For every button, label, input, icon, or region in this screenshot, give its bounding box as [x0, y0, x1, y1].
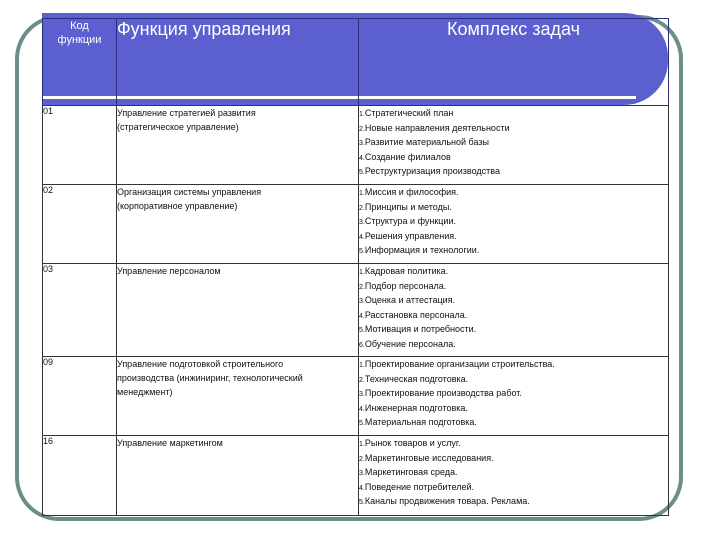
task-item: [359, 121, 668, 136]
table-row: [43, 264, 669, 357]
task-number: 4.: [359, 154, 365, 162]
table-row: [43, 185, 669, 264]
task-item: [359, 308, 668, 323]
task-list-cell: [359, 436, 669, 516]
task-number: 3.: [359, 298, 365, 305]
function-name-cell: [117, 264, 359, 357]
function-name-cell: [117, 185, 359, 264]
code-header-line2: функции: [57, 34, 102, 46]
task-item: [359, 185, 668, 200]
task-item: [359, 415, 668, 430]
task-text: Рынок товаров и услуг.: [364, 438, 461, 448]
task-text: Проектирование производства работ.: [364, 388, 522, 398]
task-number: 5.: [359, 499, 365, 506]
function-name-line: Управление маркетингом: [117, 438, 223, 448]
function-name-cell: [117, 106, 359, 185]
task-item: [359, 164, 668, 179]
function-name-line: Управление персоналом: [117, 266, 221, 276]
function-column-header: Функция управления: [117, 19, 359, 106]
task-text: Кадровая политика.: [364, 266, 449, 276]
task-text: Маркетинговая среда.: [364, 467, 458, 477]
task-list-cell: [359, 185, 669, 264]
task-text: Техническая подготовка.: [364, 373, 469, 384]
task-number: 2.: [359, 283, 365, 291]
task-list-cell: [359, 106, 669, 185]
task-number: 1.: [359, 269, 365, 276]
table-row: [43, 436, 669, 516]
task-text: Решения управления.: [364, 230, 457, 241]
task-text: Поведение потребителей.: [364, 481, 474, 492]
task-text: Маркетинговые исследования.: [364, 452, 494, 463]
task-number: 3.: [359, 219, 365, 226]
task-text: Расстановка персонала.: [364, 309, 468, 320]
function-code-cell: 16: [43, 436, 117, 516]
task-item: [359, 322, 668, 337]
task-number: 2.: [359, 204, 365, 212]
task-item: [359, 279, 668, 294]
task-item: [359, 372, 668, 387]
function-code-cell: 01: [43, 106, 117, 185]
task-item: [359, 243, 668, 258]
task-item: [359, 480, 668, 495]
task-number: 5.: [359, 248, 365, 255]
task-number: 1.: [359, 362, 365, 369]
table-row: [43, 106, 669, 185]
task-item: [359, 494, 668, 509]
task-number: 3.: [359, 391, 365, 398]
task-text: Оценка и аттестация.: [364, 295, 456, 305]
task-text: Каналы продвижения товара. Реклама.: [364, 496, 530, 506]
task-item: [359, 214, 668, 229]
task-text: Информация и технологии.: [364, 245, 480, 255]
task-item: [359, 401, 668, 416]
task-number: 4.: [359, 233, 365, 241]
function-code-cell: 09: [43, 357, 117, 436]
task-list-cell: [359, 357, 669, 436]
task-text: Миссия и философия.: [364, 187, 459, 197]
task-number: 5.: [359, 420, 365, 427]
task-text: Инженерная подготовка.: [364, 402, 468, 413]
task-text: Новые направления деятельности: [364, 122, 510, 133]
task-number: 2.: [359, 376, 365, 384]
function-name-cell: [117, 357, 359, 436]
task-item: [359, 451, 668, 466]
task-item: [359, 436, 668, 451]
task-text: Мотивация и потребности.: [364, 324, 477, 334]
function-code-cell: 02: [43, 185, 117, 264]
function-code-cell: 03: [43, 264, 117, 357]
task-item: [359, 357, 668, 372]
task-text: Обучение персонала.: [364, 338, 456, 349]
function-name-line: Управление подготовкой строительного: [117, 359, 284, 369]
task-item: [359, 150, 668, 165]
task-number: 4.: [359, 484, 365, 492]
task-text: Проектирование организации строительства.: [364, 359, 555, 369]
task-item: [359, 465, 668, 480]
task-number: 2.: [359, 125, 365, 133]
functions-table: [42, 18, 669, 516]
task-item: [359, 135, 668, 150]
task-number: 6.: [359, 341, 365, 349]
task-number: 5.: [359, 327, 365, 334]
task-number: 5.: [359, 169, 365, 176]
task-item: [359, 106, 668, 121]
task-item: [359, 293, 668, 308]
task-text: Материальная подготовка.: [364, 417, 477, 427]
function-name-line: менеджмент): [117, 387, 173, 397]
task-number: 4.: [359, 405, 365, 413]
function-name-line: (стратегическое управление): [117, 122, 239, 132]
task-item: [359, 264, 668, 279]
task-number: 4.: [359, 312, 365, 320]
task-item: [359, 200, 668, 215]
code-column-header: [43, 19, 117, 106]
task-text: Развитие материальной базы: [364, 137, 489, 147]
task-text: Создание филиалов: [364, 151, 451, 162]
task-number: 3.: [359, 140, 365, 147]
task-number: 1.: [359, 190, 365, 197]
function-name-cell: [117, 436, 359, 516]
code-header-line1: Код: [70, 20, 89, 32]
task-text: Реструктуризация производства: [364, 166, 500, 176]
task-text: Подбор персонала.: [364, 280, 447, 291]
task-item: [359, 337, 668, 352]
table-row: [43, 357, 669, 436]
task-number: 1.: [359, 111, 365, 118]
task-list-cell: [359, 264, 669, 357]
task-number: 1.: [359, 441, 365, 448]
task-number: 2.: [359, 455, 365, 463]
function-name-line: (корпоративное управление): [117, 201, 238, 211]
tasks-column-header: Комплекс задач: [359, 19, 669, 106]
task-item: [359, 386, 668, 401]
function-name-line: Управление стратегией развития: [117, 108, 256, 118]
task-text: Стратегический план: [364, 108, 454, 118]
task-number: 3.: [359, 470, 365, 477]
task-item: [359, 229, 668, 244]
table-header-row: [43, 19, 669, 106]
function-name-line: производства (инжиниринг, технологический: [117, 373, 303, 383]
function-name-line: Организация системы управления: [117, 187, 262, 197]
task-text: Структура и функции.: [364, 216, 456, 226]
task-text: Принципы и методы.: [364, 201, 452, 212]
